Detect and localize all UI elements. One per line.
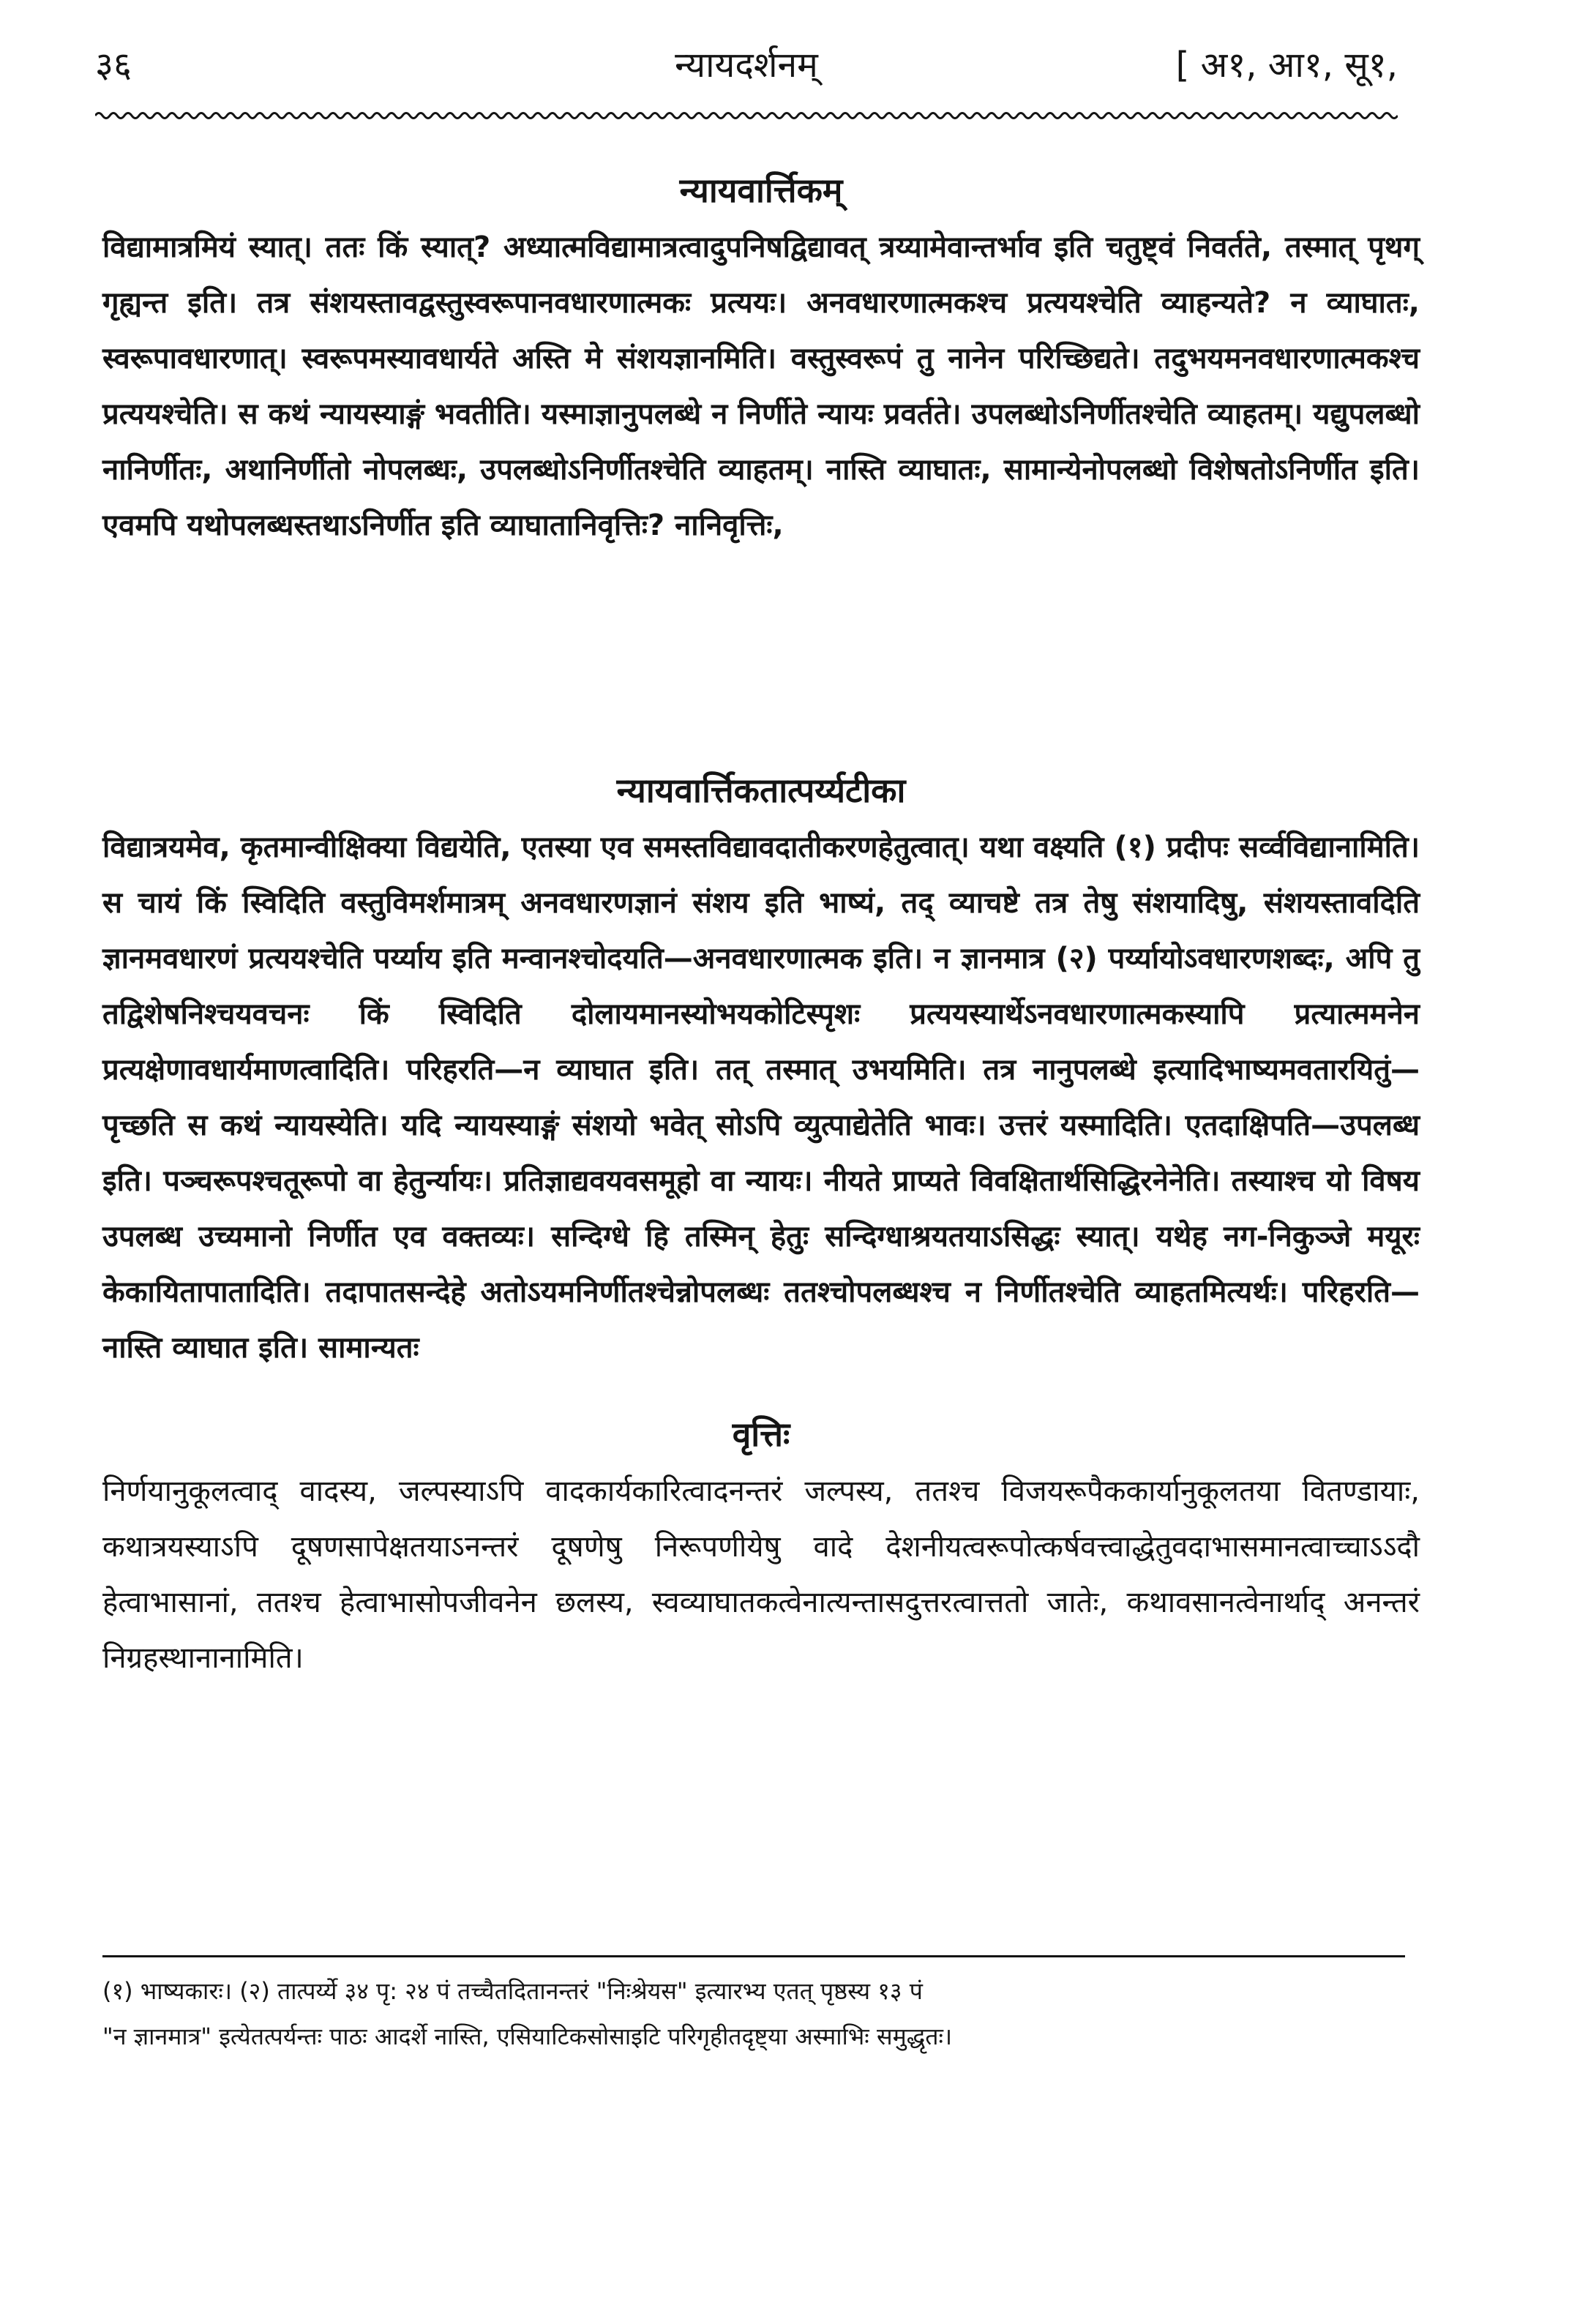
footnote-line: "न ज्ञानमात्र" इत्येतत्पर्यन्तः पाठः आदर्शे नास्ति, एसियाटिकसोसाइटि परिगृहीतदृष्ट्या अस्माभिः समुद्धृतः। <box>102 2023 953 2050</box>
nyaya-varttika-text: विद्यामात्रमियं स्यात्। ततः किं स्यात्? अध्यात्मविद्यामात्रत्वादुपनिषद्विद्यावत् त्रय्यामेवान्तर्भाव इति चतुष्ट्वं निवर्तते, तस्मात् पृथग् गृह्यन्त इति। तत्र संशयस्तावद्वस्तुस्वरूपानवधारणात्मकः प्रत्ययः। अनवधारणात्मकश्च प्रत्ययश्चेति व्याहन्यते? न व्याघातः, स्वरूपावधारणात्। स्वरूपमस्यावधार्यते अस्ति मे संशयज्ञानमिति। वस्तुस्वरूपं तु नानेन परिच्छिद्यते। तदुभयमनवधारणात्मकश्च प्रत्ययश्चेति। स कथं न्यायस्याङ्गं भवतीति। यस्माज्ञानुपलब्धे न निर्णीते न्यायः प्रवर्तते। उपलब्धोऽनिर्णीतश्चेति व्याहतम्। यद्युपलब्धो नानिर्णीतः, अथानिर्णीतो नोपलब्धः, उपलब्धोऽनिर्णीतश्चेति व्याहतम्। नास्ति व्याघातः, सामान्येनोपलब्धो विशेषतोऽनिर्णीत इति। एवमपि यथोपलब्धस्तथाऽनिर्णीत इति व्याघातानिवृत्तिः? नानिवृत्तिः, <box>102 230 1420 542</box>
footnote-divider <box>102 1955 1405 1957</box>
tatparya-tika-text: विद्यात्रयमेव, कृतमान्वीक्षिक्या विद्ययेति, एतस्या एव समस्तविद्यावदातीकरणहेतुत्वात्। यथा वक्ष्यति (१) प्रदीपः सर्व्वविद्यानामिति। स चायं किं स्विदिति वस्तुविमर्शमात्रम् अनवधारणज्ञानं संशय इति भाष्यं, तद् व्याचष्टे तत्र तेषु संशयादिषु, संशयस्तावदिति ज्ञानमवधारणं प्रत्ययश्चेति पर्य्याय इति मन्वानश्चोदयति—अनवधारणात्मक इति। न ज्ञानमात्र (२) पर्य्यायोऽवधारणशब्दः, अपि तु तद्विशेषनिश्चयवचनः किं स्विदिति दोलायमानस्योभयकोटिस्पृशः प्रत्ययस्यार्थेऽनवधारणात्मकस्यापि प्रत्यात्ममनेन प्रत्यक्षेणावधार्यमाणत्वादिति। परिहरति—न व्याघात इति। तत् तस्मात् उभयमिति। तत्र नानुपलब्धे इत्यादिभाष्यमवतारयितुं—पृच्छति स कथं न्यायस्येति। यदि न्यायस्याङ्गं संशयो भवेत् सोऽपि व्युत्पाद्येतेति भावः। उत्तरं यस्मादिति। एतदाक्षिपति—उपलब्ध इति। पञ्चरूपश्चतूरूपो वा हेतुर्न्यायः। प्रतिज्ञाद्यवयवसमूहो वा न्यायः। नीयते प्राप्यते विवक्षितार्थसिद्धिरनेनेति। तस्याश्च यो विषय उपलब्ध उच्यमानो निर्णीत एव वक्तव्यः। सन्दिग्धे हि तस्मिन् हेतुः सन्दिग्धाश्रयतयाऽसिद्धः स्यात्। यथेह नग-निकुञ्जे मयूरः केकायितापातादिति। तदापातसन्देहे अतोऽयमनिर्णीतश्चेन्नोपलब्धः ततश्चोपलब्धश्च न निर्णीतश्चेति व्याहतमित्यर्थः। परिहरति—नास्ति व्याघात इति। सामान्यतः <box>102 831 1420 1365</box>
footnotes <box>102 1968 1420 2059</box>
wavy-divider <box>95 108 1398 123</box>
chapter-locator: [ अ१, आ१, सू१, <box>1175 45 1398 86</box>
running-title: न्यायदर्शनम् <box>675 45 818 86</box>
nyaya-varttika-section <box>102 161 1420 553</box>
page-header <box>95 40 1398 99</box>
section-title-nyaya-varttika: न्यायवार्त्तिकम् <box>679 170 843 210</box>
page-number: ३६ <box>95 45 132 86</box>
section-title-tatparya-tika: न्यायवार्त्तिकतात्पर्य्यटीका <box>616 771 906 810</box>
section-title-vritti: वृत्तिः <box>732 1414 790 1454</box>
vritti-text: निर्णयानुकूलत्वाद् वादस्य, जल्पस्याऽपि वादकार्यकारित्वादनन्तरं जल्पस्य, ततश्च विजयरूपैककार्यानुकूलतया वितण्डायाः, कथात्रयस्याऽपि दूषणसापेक्षतयाऽनन्तरं दूषणेषु निरूपणीयेषु वादे देशनीयत्वरूपोत्कर्षवत्त्वाद्धेतुवदाभासमानत्वाच्चाऽऽदौ हेत्वाभासानां, ततश्च हेत्वाभासोपजीवनेन छलस्य, स्वव्याघातकत्वेनात्यन्तासदुत्तरत्वात्ततो जातेः, कथावसानत्वेनार्थाद् अनन्तरं निग्रहस्थानानामिति। <box>102 1474 1420 1675</box>
footnote-line: (१) भाष्यकारः। (२) तात्पर्य्ये ३४ पृ: २४ पं तच्चैतदितानन्तरं "निःश्रेयस" इत्यारभ्य एतत् पृष्ठस्य १३ पं <box>102 1977 923 2005</box>
vritti-section <box>102 1405 1420 1686</box>
tatparya-tika-section <box>102 761 1420 1376</box>
